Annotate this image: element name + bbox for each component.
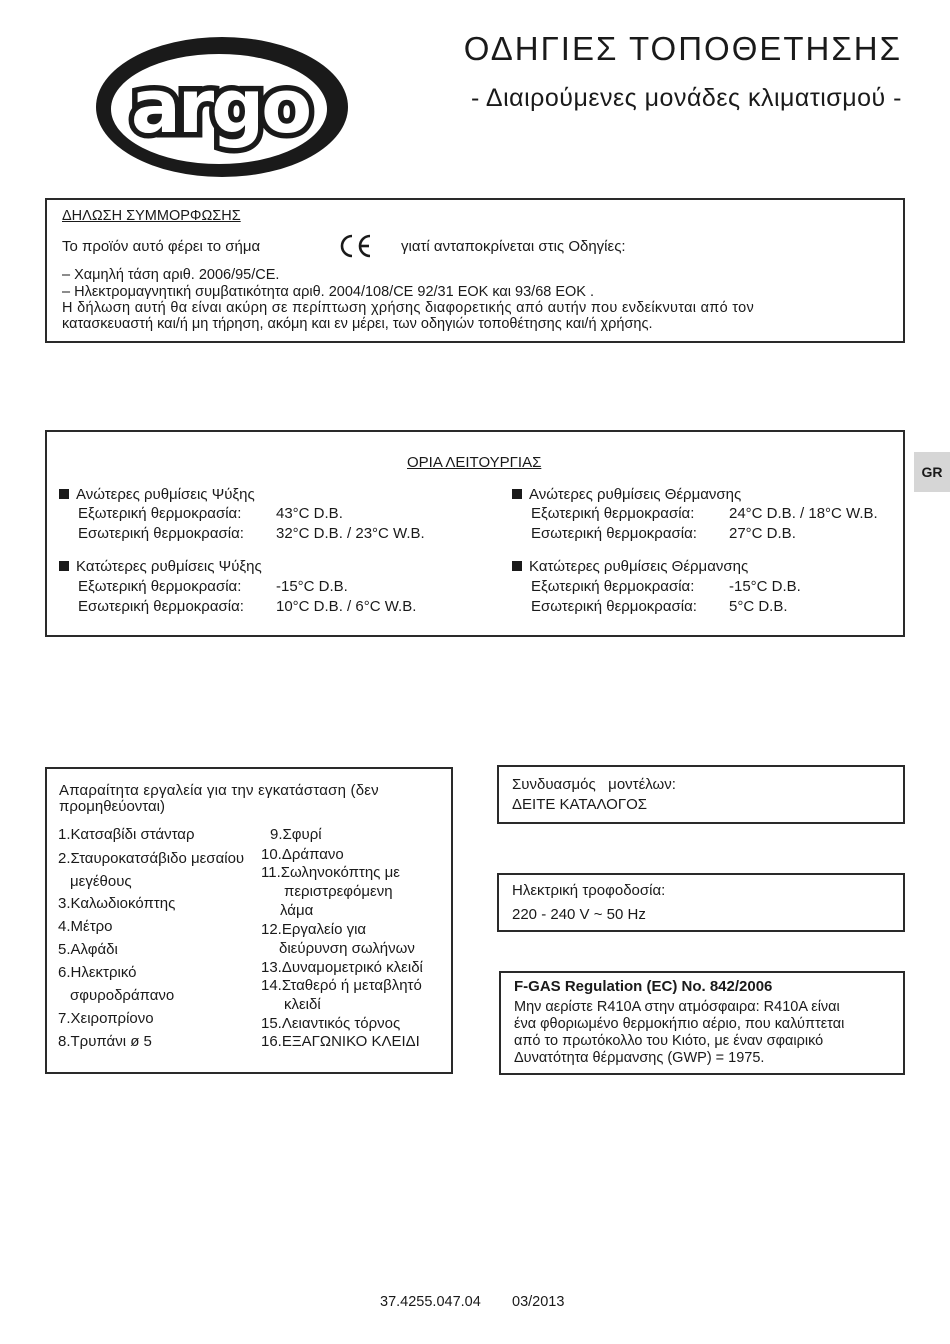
declaration-item-1: – Χαμηλή τάση αριθ. 2006/95/CE.: [62, 267, 280, 283]
operating-limits-box: [45, 430, 905, 637]
bullet-square-icon: [59, 561, 69, 571]
tool-item: 8.Τρυπάνι ø 5: [58, 1033, 152, 1050]
language-tab-gr[interactable]: [914, 452, 950, 492]
tool-item: 15.Λειαντικός τόρνος: [261, 1015, 401, 1032]
ce-mark-icon: [336, 232, 376, 260]
tool-item: σφυροδράπανο: [70, 987, 175, 1004]
declaration-line1-left: Το προϊόν αυτό φέρει το σήμα: [62, 238, 261, 255]
page-subtitle: - Διαιρούμενες μονάδες κλιματισμού -: [471, 84, 902, 112]
cool-min-title: Κατώτερες ρυθμίσεις Ψύξης: [59, 558, 262, 575]
heat-max-ext-label: Εξωτερική θερμοκρασία:: [531, 505, 695, 522]
tool-item: 7.Χειροπρίονο: [58, 1010, 154, 1027]
logo-text: argo: [130, 64, 310, 150]
fgas-line-1: Μην αερίστε R410A στην ατμόσφαιρα: R410A είναι: [514, 999, 840, 1015]
tool-item: 13.Δυναμομετρικό κλειδί: [261, 959, 423, 976]
heat-max-title: Ανώτερες ρυθμίσεις Θέρμανσης: [512, 486, 741, 503]
fgas-line-2: ένα φθοριωμένο θερμοκήπιο αέριο, που καλύπτεται: [514, 1016, 845, 1032]
tool-item: 9.Σφυρί: [270, 826, 322, 843]
heat-min-ext-label: Εξωτερική θερμοκρασία:: [531, 578, 695, 595]
heat-max-ext-value: 24°C D.B. / 18°C W.B.: [729, 505, 878, 522]
tool-item: λάμα: [280, 902, 314, 919]
cool-max-ext-label: Εξωτερική θερμοκρασία:: [78, 505, 242, 522]
fgas-line-4: Δυνατότητα θέρμανσης (GWP) = 1975.: [514, 1050, 765, 1066]
tools-heading-1: Απαραίτητα εργαλεία για την εγκατάσταση (δεν: [59, 782, 379, 799]
tool-item: 11.Σωληνοκόπτης με: [261, 864, 400, 881]
tools-heading-2: προμηθεύονται): [59, 798, 165, 815]
argo-logo: [92, 32, 350, 182]
declaration-line1-right: γιατί ανταποκρίνεται στις Οδηγίες:: [401, 238, 626, 255]
cool-min-int-label: Εσωτερική θερμοκρασία:: [78, 598, 244, 615]
tool-item: 14.Σταθερό ή μεταβλητό: [261, 977, 422, 994]
fgas-line-3: από το πρωτόκολλο του Κιότο, με έναν σφαιρικό: [514, 1033, 824, 1049]
heat-max-int-value: 27°C D.B.: [729, 525, 796, 542]
tool-item: 1.Κατσαβίδι στάνταρ: [58, 826, 195, 843]
cool-min-ext-label: Εξωτερική θερμοκρασία:: [78, 578, 242, 595]
language-tab-label: GR: [921, 464, 943, 480]
tool-item: 3.Καλωδιοκόπτης: [58, 895, 176, 912]
bullet-square-icon: [512, 561, 522, 571]
heat-min-title: Κατώτερες ρυθμίσεις Θέρμανσης: [512, 558, 748, 575]
power-heading: Ηλεκτρική τροφοδοσία:: [512, 882, 666, 899]
cool-min-int-value: 10°C D.B. / 6°C W.B.: [276, 598, 417, 615]
tool-item: 12.Εργαλείο για: [261, 921, 367, 938]
tool-item: 2.Σταυροκατσάβιδο μεσαίου: [58, 850, 245, 867]
tool-item: 4.Μέτρο: [58, 918, 113, 935]
models-box: [497, 765, 905, 824]
tool-item: 10.Δράπανο: [261, 846, 344, 863]
tool-item: μεγέθους: [70, 873, 132, 890]
cool-max-int-value: 32°C D.B. / 23°C W.B.: [276, 525, 425, 542]
tool-item: κλειδί: [284, 996, 321, 1013]
fgas-heading: F-GAS Regulation (EC) No. 842/2006: [514, 978, 773, 995]
bullet-square-icon: [59, 489, 69, 499]
fgas-box: [499, 971, 905, 1075]
bullet-square-icon: [512, 489, 522, 499]
cool-min-ext-value: -15°C D.B.: [276, 578, 348, 595]
tool-item: διεύρυνση σωλήνων: [279, 940, 415, 957]
models-value: ΔΕΙΤΕ ΚΑΤΑΛΟΓΟΣ: [512, 796, 648, 813]
declaration-item-2: – Ηλεκτρομαγνητική συμβατικότητα αριθ. 2004/108/CE 92/31 ΕΟΚ και 93/68 ΕΟΚ .: [62, 284, 595, 300]
declaration-box: [45, 198, 905, 343]
power-value: 220 - 240 V ~ 50 Hz: [512, 906, 646, 923]
ce-mark-text: CE: [336, 232, 338, 233]
tool-item: 5.Αλφάδι: [58, 941, 118, 958]
tools-box: [45, 767, 453, 1074]
cool-max-ext-value: 43°C D.B.: [276, 505, 343, 522]
footer-code: 37.4255.047.04: [380, 1294, 481, 1310]
heat-min-int-value: 5°C D.B.: [729, 598, 788, 615]
tool-item: 16.ΕΞΑΓΩΝΙΚΟ ΚΛΕΙΔΙ: [261, 1033, 420, 1050]
tool-item: 6.Ηλεκτρικό: [58, 964, 137, 981]
declaration-note-2: κατασκευαστή και/ή μη τήρηση, ακόμη και εν μέρει, των οδηγιών τοποθέτησης και/ή χρήσης.: [62, 316, 653, 332]
footer-date: 03/2013: [512, 1294, 565, 1310]
cool-max-int-label: Εσωτερική θερμοκρασία:: [78, 525, 244, 542]
tool-item: περιστρεφόμενη: [284, 883, 393, 900]
power-box: [497, 873, 905, 932]
heat-min-int-label: Εσωτερική θερμοκρασία:: [531, 598, 697, 615]
models-heading: Συνδυασμός μοντέλων:: [512, 776, 676, 793]
declaration-note-1: Η δήλωση αυτή θα είναι ακύρη σε περίπτωση χρήσης διαφορετικής από αυτήν που ενδείκνυται από τον: [62, 300, 755, 316]
heat-min-ext-value: -15°C D.B.: [729, 578, 801, 595]
page-title: ΟΔΗΓΙΕΣ ΤΟΠΟΘΕΤΗΣΗΣ: [463, 30, 902, 67]
heat-max-int-label: Εσωτερική θερμοκρασία:: [531, 525, 697, 542]
limits-heading: ΟΡΙΑ ΛΕΙΤΟΥΡΓΙΑΣ: [407, 454, 542, 471]
cool-max-title: Ανώτερες ρυθμίσεις Ψύξης: [59, 486, 255, 503]
declaration-heading: ΔΗΛΩΣΗ ΣΥΜΜΟΡΦΩΣΗΣ: [62, 208, 241, 224]
